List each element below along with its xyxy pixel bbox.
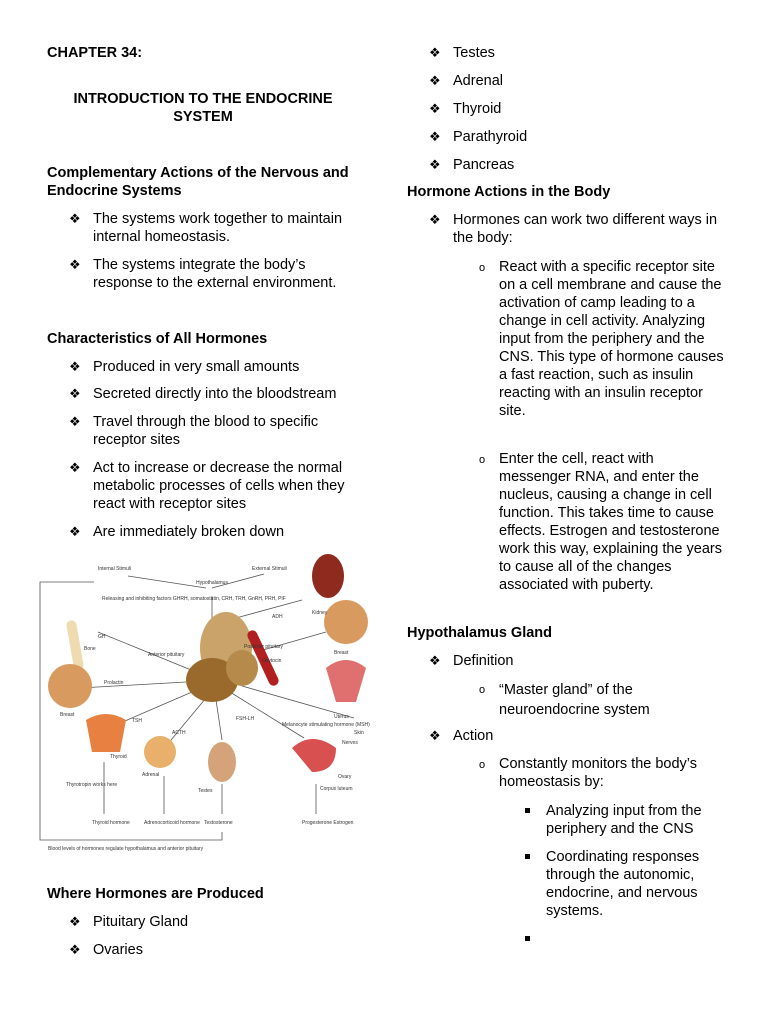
sub-list-item: o Enter the cell, react with messenger RNA, and enter the nucleus, causing a change in cell function. This takes time to cause effects. Estrogen and testosterone work this way, explaining the years to cause all of the changes associated with puberty.: [479, 451, 722, 593]
diagram-label: Posterior pituitary: [244, 644, 283, 650]
diamond-bullet-icon: ❖: [69, 359, 81, 374]
section-heading-actions: Hormone Actions in the Body: [407, 184, 611, 200]
list-item: ❖ Travel through the blood to specific receptor sites: [69, 414, 319, 448]
list-item: ❖ Definition: [429, 653, 514, 669]
list-item: ❖ Produced in very small amounts: [69, 359, 300, 375]
diagram-label: GH: [98, 634, 106, 640]
ovary-icon: [292, 739, 336, 772]
circle-bullet-icon: o: [479, 262, 486, 274]
diamond-bullet-icon: ❖: [429, 653, 441, 668]
diagram-label: Prolactin: [104, 680, 124, 686]
diagram-label: Bone: [84, 646, 96, 652]
section-heading-characteristics: Characteristics of All Hormones: [47, 331, 268, 347]
circle-bullet-icon: o: [479, 454, 486, 466]
testes-icon: [208, 742, 236, 782]
diamond-bullet-icon: ❖: [429, 212, 441, 227]
posterior-pituitary-shape: [226, 650, 258, 686]
diamond-bullet-icon: ❖: [69, 257, 81, 272]
thyroid-icon: [86, 714, 126, 752]
sub-list-item: o React with a specific receptor site on a cell membrane and cause the activation of camp leading to a change in cell activity. Analyzing input from the periphery and the CNS. This type of hormone causes a fast reaction, such as insulin reacting with an insulin receptor site.: [479, 259, 724, 419]
diamond-bullet-icon: ❖: [429, 129, 441, 144]
diamond-bullet-icon: ❖: [69, 386, 81, 401]
diagram-label: ADH: [272, 614, 283, 620]
diagram-label: Blood levels of hormones regulate hypothalamus and anterior pituitary: [48, 846, 204, 852]
diamond-bullet-icon: ❖: [69, 524, 81, 539]
sub-list-item: o Constantly monitors the body’s homeostasis by:: [479, 756, 698, 790]
diagram-label: FSH-LH: [236, 716, 255, 722]
uterus-icon: [326, 660, 366, 702]
list-item: ❖ Secreted directly into the bloodstream: [69, 386, 337, 402]
diagram-label: Oxytocin: [262, 658, 282, 664]
diagram-label: Breast: [60, 712, 75, 718]
bone-icon: [66, 620, 85, 671]
diagram-label: Thyroid hormone: [92, 820, 130, 826]
adrenal-icon: [144, 736, 176, 768]
square-bullet-icon: [525, 936, 530, 941]
breast-right-icon: [324, 600, 368, 644]
list-item: ❖ The systems integrate the body’s response to the external environment.: [69, 257, 337, 291]
sub-list-item: o “Master gland” of the neuroendocrine system: [479, 682, 650, 718]
diagram-label: Testosterone: [204, 820, 233, 826]
diagram-label: Thyroid: [110, 754, 127, 760]
diamond-bullet-icon: ❖: [69, 914, 81, 929]
diamond-bullet-icon: ❖: [69, 414, 81, 429]
section-heading-where: Where Hormones are Produced: [47, 886, 264, 902]
diagram-label: Uterus: [334, 714, 349, 720]
diagram-label: Anterior pituitary: [148, 652, 185, 658]
square-bullet-icon: [525, 854, 530, 859]
diagram-label: Adrenocorticoid hormone: [144, 820, 200, 826]
sub-sub-list-item: Coordinating responses through the autonomic, endocrine, and nervous systems.: [407, 848, 729, 920]
breast-left-icon: [48, 664, 92, 708]
diagram-label: ACTH: [172, 730, 186, 736]
diagram-label: Corpus luteum: [320, 786, 353, 792]
diamond-bullet-icon: ❖: [429, 101, 441, 116]
diagram-label: TSH: [132, 718, 142, 724]
diagram-label: Releasing and inhibiting factors GHRH, somatostatin, CRH, TRH, GnRH, PRH, PIF: [102, 596, 286, 602]
list-item: ❖ Parathyroid: [429, 129, 528, 145]
list-item: ❖ Act to increase or decrease the normal metabolic processes of cells when they react with receptor sites: [69, 460, 345, 512]
diamond-bullet-icon: ❖: [69, 942, 81, 957]
section-heading-complementary: Complementary Actions of the Nervous and Endocrine Systems: [47, 165, 349, 199]
list-item: ❖ Hormones can work two different ways in the body:: [429, 212, 718, 246]
kidney-icon: [312, 554, 344, 598]
list-item: ❖ Pancreas: [429, 157, 515, 173]
list-item: ❖ Testes: [429, 45, 495, 61]
list-item: ❖ The systems work together to maintain internal homeostasis.: [69, 211, 343, 245]
circle-bullet-icon: o: [479, 759, 486, 771]
diagram-label: Progesterone Estrogen: [302, 820, 354, 826]
diamond-bullet-icon: ❖: [429, 73, 441, 88]
diagram-label: Testes: [198, 788, 213, 794]
diagram-label: Melanocyte stimulating hormone (MSH): [282, 722, 370, 728]
page-title: INTRODUCTION TO THE ENDOCRINE SYSTEM: [73, 91, 333, 125]
list-item: ❖ Adrenal: [429, 73, 503, 89]
diagram-label: Thyrotropin works here: [66, 782, 118, 788]
diagram-label: Kidney: [312, 610, 328, 616]
list-item: ❖ Thyroid: [429, 101, 502, 117]
diamond-bullet-icon: ❖: [429, 157, 441, 172]
square-bullet-icon: [525, 808, 530, 813]
diagram-label: Internal Stimuli: [98, 566, 132, 572]
list-item: ❖ Action: [429, 728, 494, 744]
list-item: ❖ Are immediately broken down: [69, 524, 285, 540]
diagram-label: Nerves: [342, 740, 358, 746]
diamond-bullet-icon: ❖: [69, 460, 81, 475]
sub-sub-list-item: Analyzing input from the periphery and the CNS: [407, 802, 729, 838]
diagram-label: Ovary: [338, 774, 352, 780]
list-item: ❖ Pituitary Gland: [69, 914, 189, 930]
diamond-bullet-icon: ❖: [429, 45, 441, 60]
chapter-label: CHAPTER 34:: [47, 45, 143, 61]
endocrine-diagram: [36, 552, 370, 860]
diamond-bullet-icon: ❖: [429, 728, 441, 743]
list-item: ❖ Ovaries: [69, 942, 143, 958]
diagram-label: Skin: [354, 730, 364, 736]
diagram-label: Adrenal: [142, 772, 160, 778]
diamond-bullet-icon: ❖: [69, 211, 81, 226]
diagram-label: Breast: [334, 650, 349, 656]
diagram-label: External Stimuli: [252, 566, 287, 572]
diagram-label: Hypothalamus: [196, 580, 228, 586]
section-heading-hypothalamus: Hypothalamus Gland: [407, 625, 553, 641]
circle-bullet-icon: o: [479, 684, 486, 696]
